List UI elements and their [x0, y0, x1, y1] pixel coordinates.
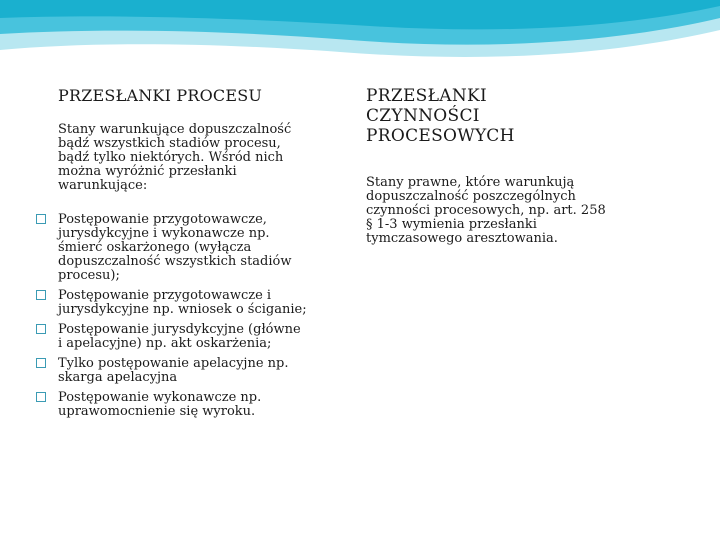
left-intro-text: Stany warunkujące dopuszczalność bądź wszystkich stadiów procesu, bądź tylko niektórych. Wśród nich można wyróżnić przesłanki warunkujące: [58, 122, 292, 193]
bullet-list [58, 213, 308, 419]
list-item [58, 323, 308, 351]
list-item-text: Postępowanie przygotowawcze, jurysdykcyjne i wykonawcze np. śmierć oskarżonego (wyłącza dopuszczalność wszystkich stadiów procesu); [58, 212, 292, 283]
right-title: PRZESŁANKI CZYNNOŚCI PROCESOWYCH [366, 86, 515, 146]
list-item [58, 289, 308, 317]
header-wave-decoration [0, 0, 720, 70]
right-body-text: Stany prawne, które warunkują dopuszczalność poszczególnych czynności procesowych, np. art. 258 § 1-3 wymienia przesłanki tymczasowego aresztowania. [366, 175, 606, 246]
left-title: PRZESŁANKI PROCESU [58, 86, 263, 105]
square-bullet-icon [36, 358, 46, 368]
list-item-text: Postępowanie wykonawcze np. uprawomocnienie się wyroku. [58, 390, 262, 419]
list-item-text: Tylko postępowanie apelacyjne np. skarga apelacyjna [58, 356, 289, 385]
list-item [58, 357, 308, 385]
right-column [366, 86, 606, 246]
list-item-text: Postępowanie jurysdykcyjne (główne i apelacyjne) np. akt oskarżenia; [58, 322, 301, 351]
square-bullet-icon [36, 324, 46, 334]
list-item-text: Postępowanie przygotowawcze i jurysdykcyjne np. wniosek o ściganie; [58, 288, 307, 317]
square-bullet-icon [36, 290, 46, 300]
left-column [58, 86, 308, 425]
square-bullet-icon [36, 392, 46, 402]
square-bullet-icon [36, 214, 46, 224]
list-item [58, 213, 308, 283]
list-item [58, 391, 308, 419]
